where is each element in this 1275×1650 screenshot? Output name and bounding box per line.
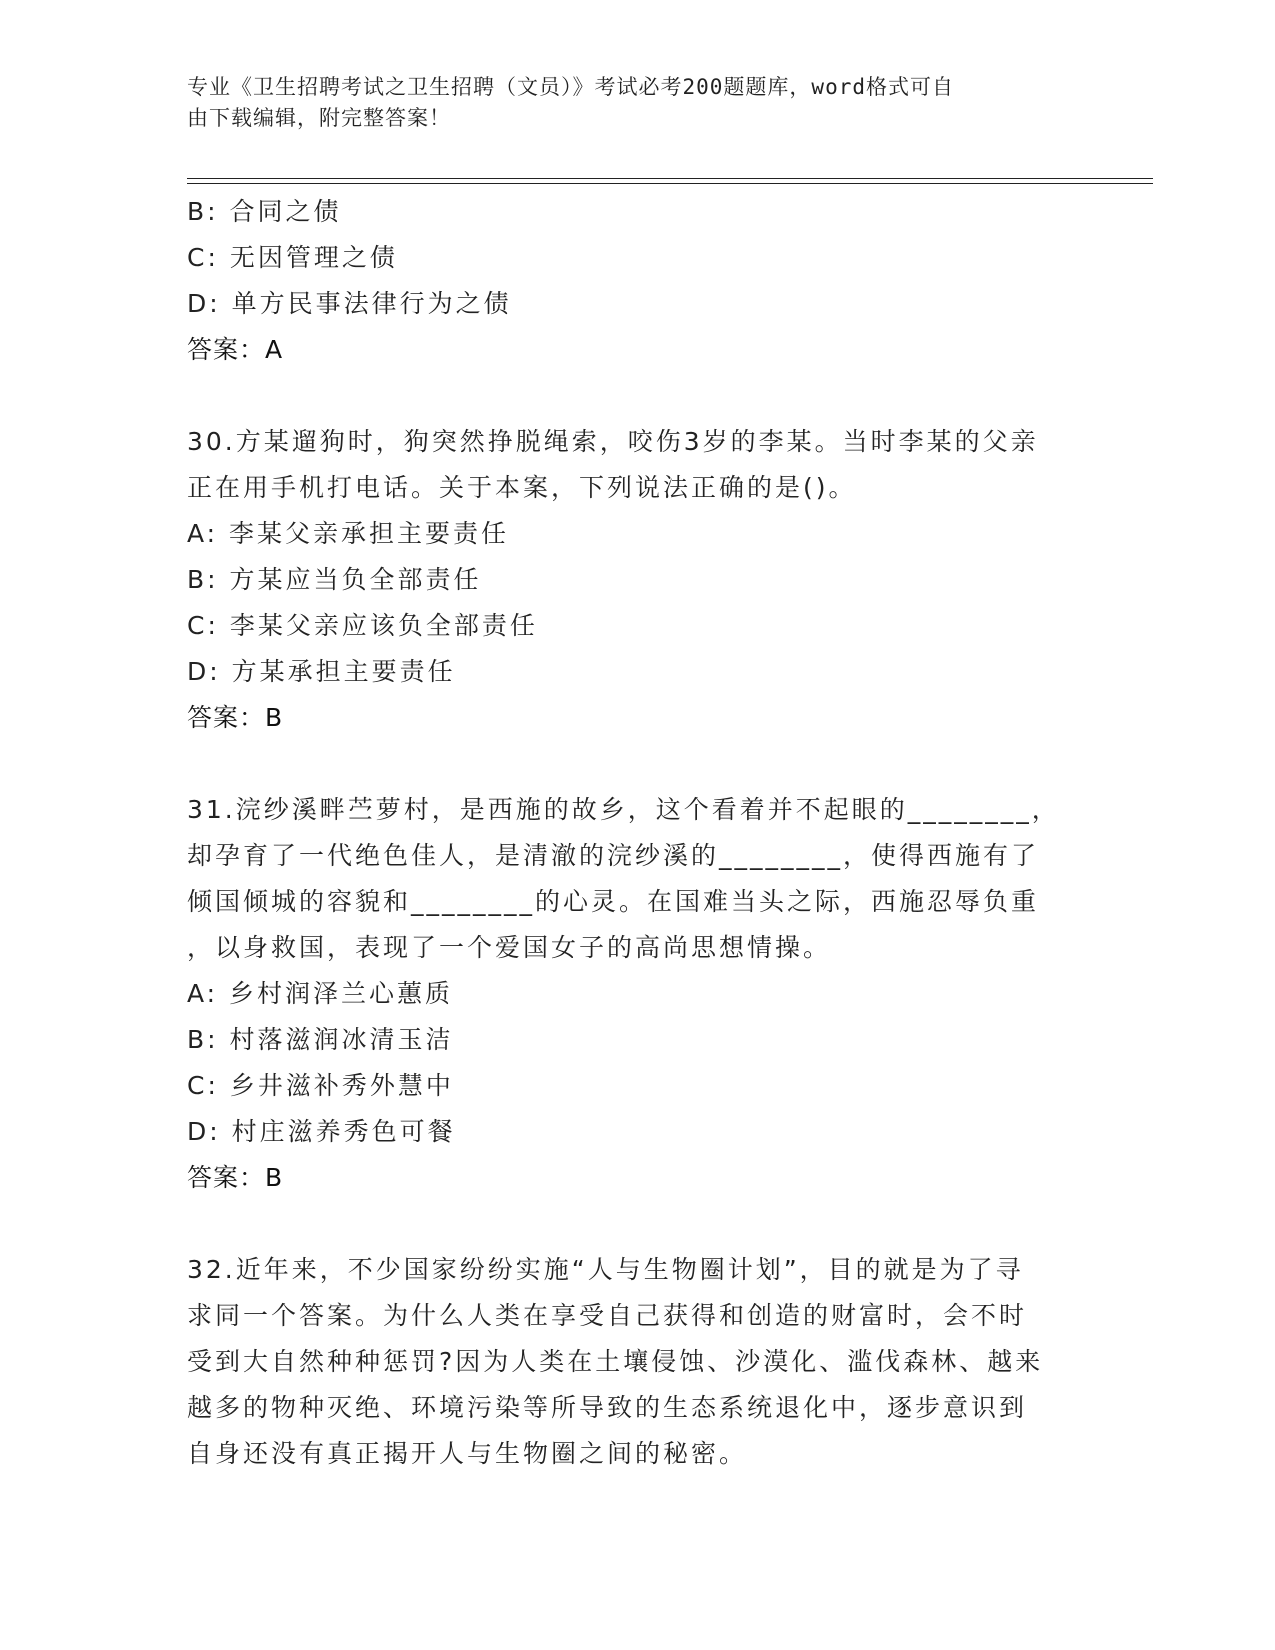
answer: 答案：B <box>187 703 284 732</box>
spacer <box>187 1201 1087 1247</box>
header-rule-top <box>187 178 1153 179</box>
question-stem-line: 30.方某遛狗时，狗突然挣脱绳索，咬伤3岁的李某。当时李某的父亲 <box>187 427 1039 456</box>
answer: 答案：A <box>187 335 284 364</box>
document-header <box>187 72 1087 134</box>
option-a: A: 李某父亲承担主要责任 <box>187 519 510 548</box>
option-c: C: 乡井滋补秀外慧中 <box>187 1071 454 1100</box>
option-a: A: 乡村润泽兰心蕙质 <box>187 979 454 1008</box>
question-stem-line: 越多的物种灭绝、环境污染等所导致的生态系统退化中，逐步意识到 <box>187 1393 1028 1422</box>
question-stem-line: 倾国倾城的容貌和________的心灵。在国难当头之际，西施忍辱负重 <box>187 887 1040 916</box>
question-stem-line: ，以身救国，表现了一个爱国女子的高尚思想情操。 <box>187 933 832 962</box>
spacer <box>187 741 1087 787</box>
question-stem-line: 正在用手机打电话。关于本案，下列说法正确的是()。 <box>187 473 857 502</box>
option-d: D: 单方民事法律行为之债 <box>187 289 512 318</box>
question-stem-line: 32.近年来，不少国家纷纷实施“人与生物圈计划”，目的就是为了寻 <box>187 1255 1024 1284</box>
option-c: C: 李某父亲应该负全部责任 <box>187 611 538 640</box>
question-stem-line: 31.浣纱溪畔苎萝村，是西施的故乡，这个看着并不起眼的________， <box>187 795 1060 824</box>
answer: 答案：B <box>187 1163 284 1192</box>
option-d: D: 方某承担主要责任 <box>187 657 456 686</box>
option-c: C: 无因管理之债 <box>187 243 398 272</box>
question-stem-line: 却孕育了一代绝色佳人，是清澈的浣纱溪的________，使得西施有了 <box>187 841 1040 870</box>
question-31 <box>187 787 1087 1201</box>
header-line-2: 由下载编辑，附完整答案！ <box>187 106 451 130</box>
question-30 <box>187 419 1087 741</box>
question-stem-line: 受到大自然种种惩罚?因为人类在土壤侵蚀、沙漠化、滥伐森林、越来 <box>187 1347 1044 1376</box>
spacer <box>187 373 1087 419</box>
option-b: B: 村落滋润冰清玉洁 <box>187 1025 454 1054</box>
header-line-1: 专业《卫生招聘考试之卫生招聘（文员）》考试必考200题题库，word格式可自 <box>187 75 954 99</box>
question-stem-line: 自身还没有真正揭开人与生物圈之间的秘密。 <box>187 1439 748 1468</box>
option-b: B: 合同之债 <box>187 197 342 226</box>
question-list <box>187 189 1087 1477</box>
header-rule-bottom <box>187 183 1153 184</box>
option-d: D: 村庄滋养秀色可餐 <box>187 1117 456 1146</box>
option-b: B: 方某应当负全部责任 <box>187 565 482 594</box>
question-29-continuation <box>187 189 1087 373</box>
question-32 <box>187 1247 1087 1477</box>
question-stem-line: 求同一个答案。为什么人类在享受自己获得和创造的财富时，会不时 <box>187 1301 1028 1330</box>
